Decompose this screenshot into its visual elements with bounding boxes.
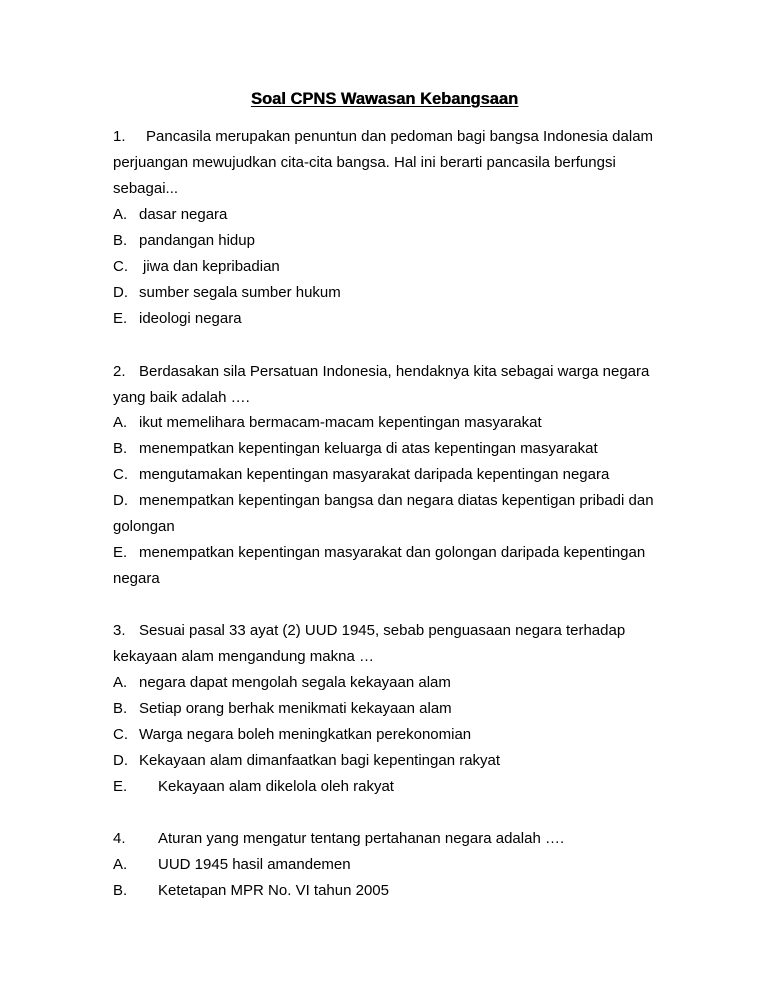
question-2-option-b	[113, 439, 598, 459]
option-letter: D.	[113, 284, 128, 301]
question-4-option-b	[113, 881, 389, 901]
option-letter: B.	[113, 700, 128, 717]
option-letter: A.	[113, 206, 128, 223]
question-2-line-1	[113, 362, 649, 382]
option-letter: B.	[113, 882, 128, 899]
option-text: negara dapat mengolah segala kekayaan alam	[139, 674, 451, 691]
option-text: UUD 1945 hasil amandemen	[158, 856, 351, 873]
option-text: jiwa dan kepribadian	[143, 258, 280, 275]
option-text: Warga negara boleh meningkatkan perekonomian	[139, 726, 472, 743]
question-2-option-c	[113, 465, 609, 485]
option-letter: E.	[113, 310, 128, 327]
option-text: Setiap orang berhak menikmati kekayaan alam	[139, 700, 452, 717]
option-letter: C.	[113, 466, 128, 483]
option-text: dasar negara	[139, 206, 228, 223]
option-letter: D.	[113, 492, 128, 509]
question-2-line-2: yang baik adalah ….	[113, 389, 250, 406]
question-stem: Aturan yang mengatur tentang pertahanan negara adalah ….	[158, 830, 565, 847]
option-text: menempatkan kepentingan bangsa dan negara diatas kepentigan pribadi dan	[139, 492, 654, 509]
question-stem: Pancasila merupakan penuntun dan pedoman bagi bangsa Indonesia dalam	[146, 128, 654, 145]
option-text: menempatkan kepentingan masyarakat dan golongan daripada kepentingan	[139, 544, 646, 561]
question-1-option-c	[113, 257, 280, 277]
option-text: pandangan hidup	[139, 232, 255, 249]
option-letter: E.	[113, 544, 128, 561]
question-stem: Sesuai pasal 33 ayat (2) UUD 1945, sebab penguasaan negara terhadap	[139, 622, 626, 639]
question-number: 4.	[113, 830, 126, 847]
option-letter: A.	[113, 856, 128, 873]
question-3-option-b	[113, 699, 452, 719]
question-number: 1.	[113, 128, 126, 145]
question-number: 3.	[113, 622, 126, 639]
question-1-line-1	[113, 127, 653, 147]
question-3-line-2: kekayaan alam mengandung makna …	[113, 648, 374, 665]
option-letter: A.	[113, 674, 128, 691]
option-text: Kekayaan alam dikelola oleh rakyat	[158, 778, 394, 795]
question-stem: Berdasakan sila Persatuan Indonesia, hendaknya kita sebagai warga negara	[139, 363, 650, 380]
question-3-option-a	[113, 673, 451, 693]
question-3-line-1	[113, 621, 625, 641]
question-1-option-e	[113, 309, 242, 329]
question-1-option-b	[113, 231, 255, 251]
option-letter: B.	[113, 440, 128, 457]
question-1-line-3: sebagai...	[113, 180, 179, 197]
question-2-option-d-cont: golongan	[113, 518, 175, 535]
question-2-option-a	[113, 413, 542, 433]
option-letter: B.	[113, 232, 128, 249]
question-2-option-e-cont: negara	[113, 570, 160, 587]
question-3-option-d	[113, 751, 500, 771]
option-letter: D.	[113, 752, 128, 769]
option-letter: E.	[113, 778, 128, 795]
question-3-option-c	[113, 725, 471, 745]
question-2-option-e	[113, 543, 645, 563]
option-text: menempatkan kepentingan keluarga di atas kepentingan masyarakat	[139, 440, 598, 457]
question-1-option-a	[113, 205, 227, 225]
option-text: sumber segala sumber hukum	[139, 284, 341, 301]
option-text: ikut memelihara bermacam-macam kepentingan masyarakat	[139, 414, 542, 431]
option-letter: C.	[113, 258, 128, 275]
option-letter: A.	[113, 414, 128, 431]
document-title: Soal CPNS Wawasan Kebangsaan	[250, 90, 519, 108]
option-text: Ketetapan MPR No. VI tahun 2005	[158, 882, 389, 899]
question-1-line-2: perjuangan mewujudkan cita-cita bangsa. Hal ini berarti pancasila berfungsi	[113, 154, 616, 171]
question-3-option-e	[113, 777, 394, 797]
question-4-line-1	[113, 829, 564, 849]
option-text: ideologi negara	[139, 310, 242, 327]
question-1-option-d	[113, 283, 341, 303]
option-letter: C.	[113, 726, 128, 743]
option-text: mengutamakan kepentingan masyarakat daripada kepentingan negara	[139, 466, 610, 483]
option-text: Kekayaan alam dimanfaatkan bagi kepentingan rakyat	[139, 752, 501, 769]
question-number: 2.	[113, 363, 126, 380]
question-4-option-a	[113, 855, 351, 875]
question-2-option-d	[113, 491, 654, 511]
